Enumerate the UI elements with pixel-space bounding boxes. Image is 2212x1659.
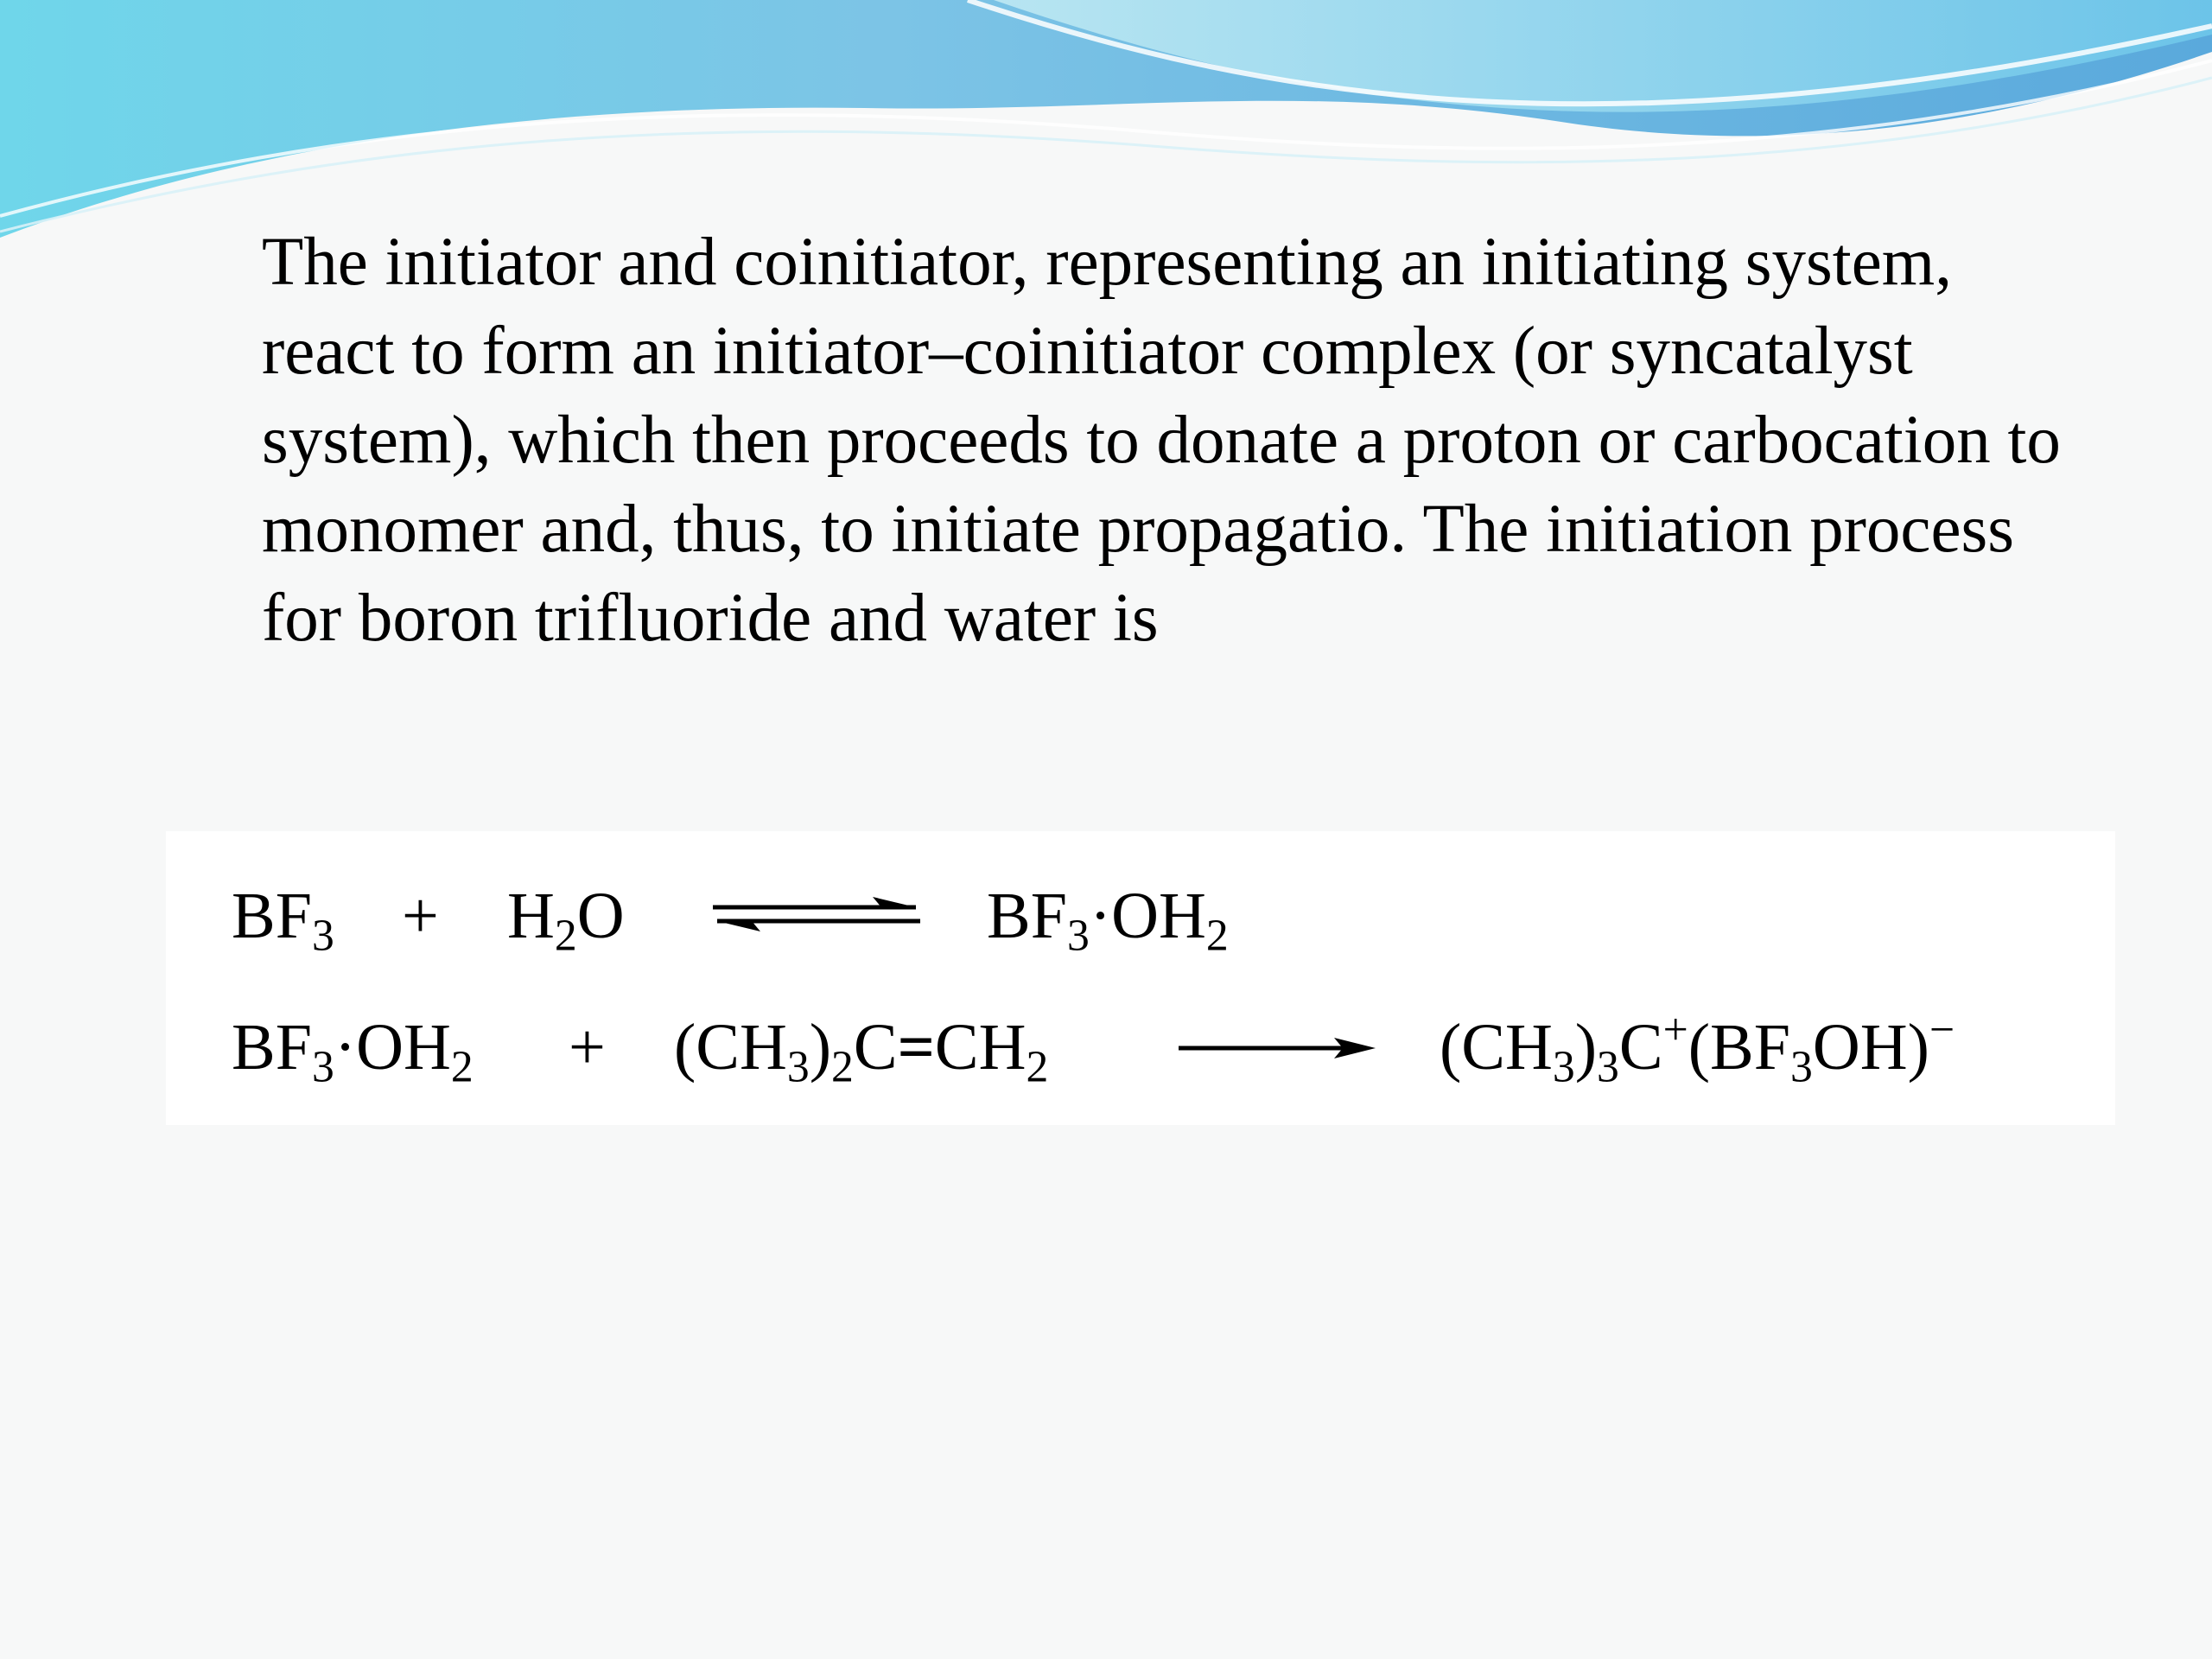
reaction-equations — [166, 831, 2115, 1125]
eq2-plus: + — [569, 1011, 606, 1084]
eq2-product-ion-pair: $(CH_3)_3C^+(BF_3OH)^-$ — [1440, 1005, 1955, 1092]
equilibrium-arrow-icon — [713, 892, 920, 935]
eq1-plus: + — [402, 880, 439, 952]
eq2-reactant-isobutylene: $(CH_3)_2C=CH_2$ — [674, 1011, 1049, 1092]
body-paragraph: The initiator and coinitiator, representing an initiating system, react to form an initiator–coinitiator complex (or syncatalyst system), which then proceeds to donate a proton or carbocation to monomer and, thus, to initiate propagatio. The initiation process for boron trifluoride and water is — [262, 225, 2061, 656]
eq2-reactant-complex: $BF_3\cdot OH_2$ — [232, 1011, 474, 1092]
forward-arrow-icon — [1179, 1035, 1377, 1061]
eq1-product-complex: $BF_3\cdot OH_2$ — [987, 880, 1229, 961]
eq1-reactant-bf3: $BF_3$ — [232, 880, 334, 961]
eq1-reactant-h2o: $H_2O$ — [507, 880, 625, 961]
